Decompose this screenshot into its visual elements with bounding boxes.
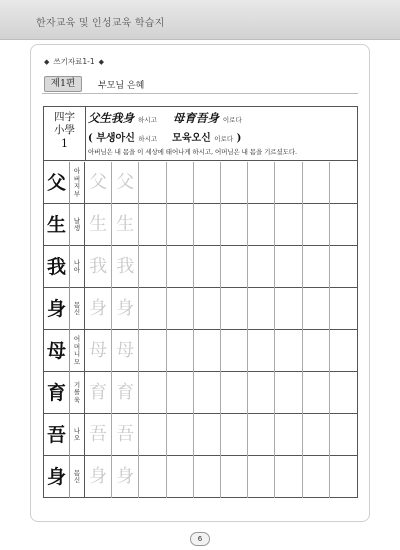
trace-character: 母 xyxy=(89,340,108,361)
meaning-syllable: 모 xyxy=(73,357,81,366)
section-label xyxy=(44,56,104,67)
practice-cell[interactable] xyxy=(248,330,275,372)
trace-character: 父 xyxy=(116,172,135,193)
lesson-number-badge: 제1편 xyxy=(44,76,82,92)
practice-cell[interactable] xyxy=(275,204,302,246)
practice-cell[interactable] xyxy=(221,246,248,288)
lesson-bar xyxy=(42,74,358,94)
trace-character: 我 xyxy=(89,256,108,277)
header-title: 한자교육 및 인성교육 학습지 xyxy=(36,18,165,29)
practice-cell[interactable] xyxy=(330,246,357,288)
practice-cells xyxy=(85,414,357,456)
practice-cell[interactable] xyxy=(330,414,357,456)
practice-cell[interactable] xyxy=(275,162,302,204)
character-row xyxy=(44,288,357,330)
phrase-particle-1: 하시고 xyxy=(138,116,157,124)
practice-cell[interactable] xyxy=(303,456,330,498)
grade-line-1: 四字 xyxy=(54,111,75,123)
phrase-reading-line xyxy=(88,129,356,144)
model-character: 我 xyxy=(44,246,70,288)
practice-cell[interactable] xyxy=(330,204,357,246)
trace-character: 生 xyxy=(89,214,108,235)
model-character: 父 xyxy=(44,162,70,204)
practice-cell[interactable] xyxy=(139,204,166,246)
practice-cell[interactable] xyxy=(275,456,302,498)
meaning-syllable: 몸 xyxy=(73,468,81,477)
practice-cell[interactable] xyxy=(221,162,248,204)
meaning-syllable: 를 xyxy=(73,388,81,397)
meaning-syllable: 아 xyxy=(73,167,81,175)
practice-cell[interactable] xyxy=(330,456,357,498)
phrase-cell xyxy=(88,110,356,160)
practice-cell[interactable] xyxy=(303,162,330,204)
practice-cell[interactable] xyxy=(194,456,221,498)
character-meaning xyxy=(70,288,85,330)
diamond-bullet-icon: ◆ xyxy=(44,57,50,66)
character-row xyxy=(44,414,357,456)
character-meaning xyxy=(70,456,85,498)
phrase-info-row xyxy=(44,107,357,161)
practice-cells xyxy=(85,456,357,498)
practice-cell[interactable] xyxy=(112,162,139,204)
header-band xyxy=(0,0,400,40)
practice-cells xyxy=(85,162,357,204)
meaning-syllable: 나 xyxy=(73,258,81,267)
practice-cell[interactable] xyxy=(221,414,248,456)
meaning-syllable: 버 xyxy=(73,174,81,183)
meaning-syllable: 니 xyxy=(73,350,81,358)
practice-cell[interactable] xyxy=(85,204,112,246)
practice-cell[interactable] xyxy=(139,372,166,414)
phrase-reading-1: 부생아신 xyxy=(96,133,135,144)
reading-close-paren: ) xyxy=(236,133,242,144)
practice-cell[interactable] xyxy=(248,162,275,204)
diamond-bullet-icon: ◆ xyxy=(98,57,105,66)
practice-cell[interactable] xyxy=(112,330,139,372)
section-label-text: 쓰기자료1-1 xyxy=(53,57,95,66)
practice-cell[interactable] xyxy=(303,372,330,414)
phrase-meaning: 아버님은 내 몸을 이 세상에 태어나게 하시고, 어머님은 내 몸을 기르셨도다. xyxy=(88,148,297,156)
practice-cell[interactable] xyxy=(194,246,221,288)
practice-cell[interactable] xyxy=(85,414,112,456)
trace-character: 吾 xyxy=(89,424,108,445)
model-character: 身 xyxy=(44,288,70,330)
practice-cells xyxy=(85,372,357,414)
practice-cell[interactable] xyxy=(167,414,194,456)
practice-cell[interactable] xyxy=(194,288,221,330)
practice-cell[interactable] xyxy=(85,456,112,498)
practice-cell[interactable] xyxy=(248,372,275,414)
phrase-hanja-line xyxy=(88,110,356,126)
practice-cell[interactable] xyxy=(221,288,248,330)
practice-cell[interactable] xyxy=(330,162,357,204)
practice-cell[interactable] xyxy=(85,162,112,204)
meaning-syllable: 생 xyxy=(73,224,81,232)
practice-cell[interactable] xyxy=(112,456,139,498)
meaning-syllable: 오 xyxy=(73,434,81,442)
trace-character: 身 xyxy=(89,298,108,319)
practice-cell[interactable] xyxy=(112,414,139,456)
trace-character: 父 xyxy=(89,172,108,193)
practice-cell[interactable] xyxy=(167,246,194,288)
practice-cell[interactable] xyxy=(330,372,357,414)
practice-cell[interactable] xyxy=(275,288,302,330)
character-row xyxy=(44,330,357,372)
practice-cell[interactable] xyxy=(167,162,194,204)
character-row xyxy=(44,162,357,204)
phrase-particle-2: 이로다 xyxy=(222,116,242,124)
practice-cell[interactable] xyxy=(248,414,275,456)
character-meaning xyxy=(70,204,85,246)
page-number: 6 xyxy=(190,532,210,546)
trace-character: 母 xyxy=(116,340,135,361)
meaning-syllable: 어 xyxy=(73,335,81,343)
character-meaning xyxy=(70,162,85,204)
practice-cell[interactable] xyxy=(303,330,330,372)
character-row xyxy=(44,456,357,498)
practice-cell[interactable] xyxy=(139,246,166,288)
practice-cell[interactable] xyxy=(167,330,194,372)
practice-cell[interactable] xyxy=(303,246,330,288)
character-row xyxy=(44,204,357,246)
practice-cell[interactable] xyxy=(112,246,139,288)
trace-character: 我 xyxy=(116,256,135,277)
character-meaning xyxy=(70,414,85,456)
practice-cell[interactable] xyxy=(194,372,221,414)
practice-cell[interactable] xyxy=(303,414,330,456)
practice-cell[interactable] xyxy=(167,372,194,414)
practice-cell[interactable] xyxy=(139,288,166,330)
grade-line-3: 1 xyxy=(61,137,68,150)
grade-cell xyxy=(44,107,86,161)
practice-cell[interactable] xyxy=(221,330,248,372)
lesson-title: 부모님 은혜 xyxy=(98,81,145,91)
practice-cell[interactable] xyxy=(85,246,112,288)
trace-character: 育 xyxy=(89,382,108,403)
practice-cell[interactable] xyxy=(167,288,194,330)
grade-line-2: 小學 xyxy=(54,124,75,136)
model-character: 育 xyxy=(44,372,70,414)
practice-cell[interactable] xyxy=(248,456,275,498)
character-meaning xyxy=(70,372,85,414)
meaning-syllable: 머 xyxy=(73,342,81,351)
trace-character: 吾 xyxy=(116,424,135,445)
meaning-syllable: 육 xyxy=(73,395,81,404)
practice-cell[interactable] xyxy=(139,162,166,204)
reading-open-paren: ( xyxy=(88,133,93,144)
model-character: 母 xyxy=(44,330,70,372)
practice-cell[interactable] xyxy=(248,204,275,246)
phrase-hanja-1: 父生我身 xyxy=(88,111,134,125)
practice-cell[interactable] xyxy=(112,372,139,414)
meaning-syllable: 지 xyxy=(73,182,81,190)
trace-character: 育 xyxy=(116,382,135,403)
practice-cell[interactable] xyxy=(248,246,275,288)
practice-cell[interactable] xyxy=(194,330,221,372)
writing-practice-grid xyxy=(43,106,358,498)
phrase-reading-2: 모육오신 xyxy=(172,133,211,144)
meaning-syllable: 몸 xyxy=(73,300,81,309)
model-character: 身 xyxy=(44,456,70,498)
practice-cell[interactable] xyxy=(167,204,194,246)
phrase-hanja-2: 母育吾身 xyxy=(172,111,219,125)
meaning-syllable: 아 xyxy=(73,266,81,274)
practice-cell[interactable] xyxy=(330,330,357,372)
practice-cell[interactable] xyxy=(275,372,302,414)
practice-cells xyxy=(85,330,357,372)
meaning-syllable: 신 xyxy=(73,308,81,316)
model-character: 吾 xyxy=(44,414,70,456)
practice-cell[interactable] xyxy=(194,414,221,456)
practice-cell[interactable] xyxy=(139,330,166,372)
practice-cell[interactable] xyxy=(248,288,275,330)
practice-cell[interactable] xyxy=(221,204,248,246)
character-meaning xyxy=(70,330,85,372)
practice-cell[interactable] xyxy=(139,414,166,456)
trace-character: 身 xyxy=(116,298,135,319)
model-character: 生 xyxy=(44,204,70,246)
practice-cell[interactable] xyxy=(221,372,248,414)
practice-cell[interactable] xyxy=(85,288,112,330)
trace-character: 身 xyxy=(89,466,108,487)
practice-cell[interactable] xyxy=(275,330,302,372)
practice-cell[interactable] xyxy=(275,246,302,288)
practice-cells xyxy=(85,288,357,330)
character-meaning xyxy=(70,246,85,288)
practice-cell[interactable] xyxy=(194,162,221,204)
practice-cell[interactable] xyxy=(85,372,112,414)
meaning-syllable: 나 xyxy=(73,426,81,435)
reading-particle-1: 하시고 xyxy=(138,135,158,143)
trace-character: 身 xyxy=(116,466,135,487)
reading-particle-2: 이로다 xyxy=(214,135,234,143)
practice-cell[interactable] xyxy=(303,204,330,246)
meaning-syllable: 날 xyxy=(73,216,81,225)
practice-cell[interactable] xyxy=(139,456,166,498)
practice-cell[interactable] xyxy=(275,414,302,456)
practice-cell[interactable] xyxy=(330,288,357,330)
practice-cells xyxy=(85,246,357,288)
practice-cell[interactable] xyxy=(303,288,330,330)
practice-cell[interactable] xyxy=(112,204,139,246)
practice-cell[interactable] xyxy=(167,456,194,498)
practice-cell[interactable] xyxy=(85,330,112,372)
practice-cell[interactable] xyxy=(194,204,221,246)
practice-cells xyxy=(85,204,357,246)
character-row xyxy=(44,246,357,288)
practice-cell[interactable] xyxy=(112,288,139,330)
meaning-syllable: 기 xyxy=(73,380,81,389)
meaning-syllable: 부 xyxy=(73,189,81,198)
trace-character: 生 xyxy=(116,214,135,235)
practice-cell[interactable] xyxy=(221,456,248,498)
meaning-syllable: 신 xyxy=(73,476,81,484)
character-row xyxy=(44,372,357,414)
